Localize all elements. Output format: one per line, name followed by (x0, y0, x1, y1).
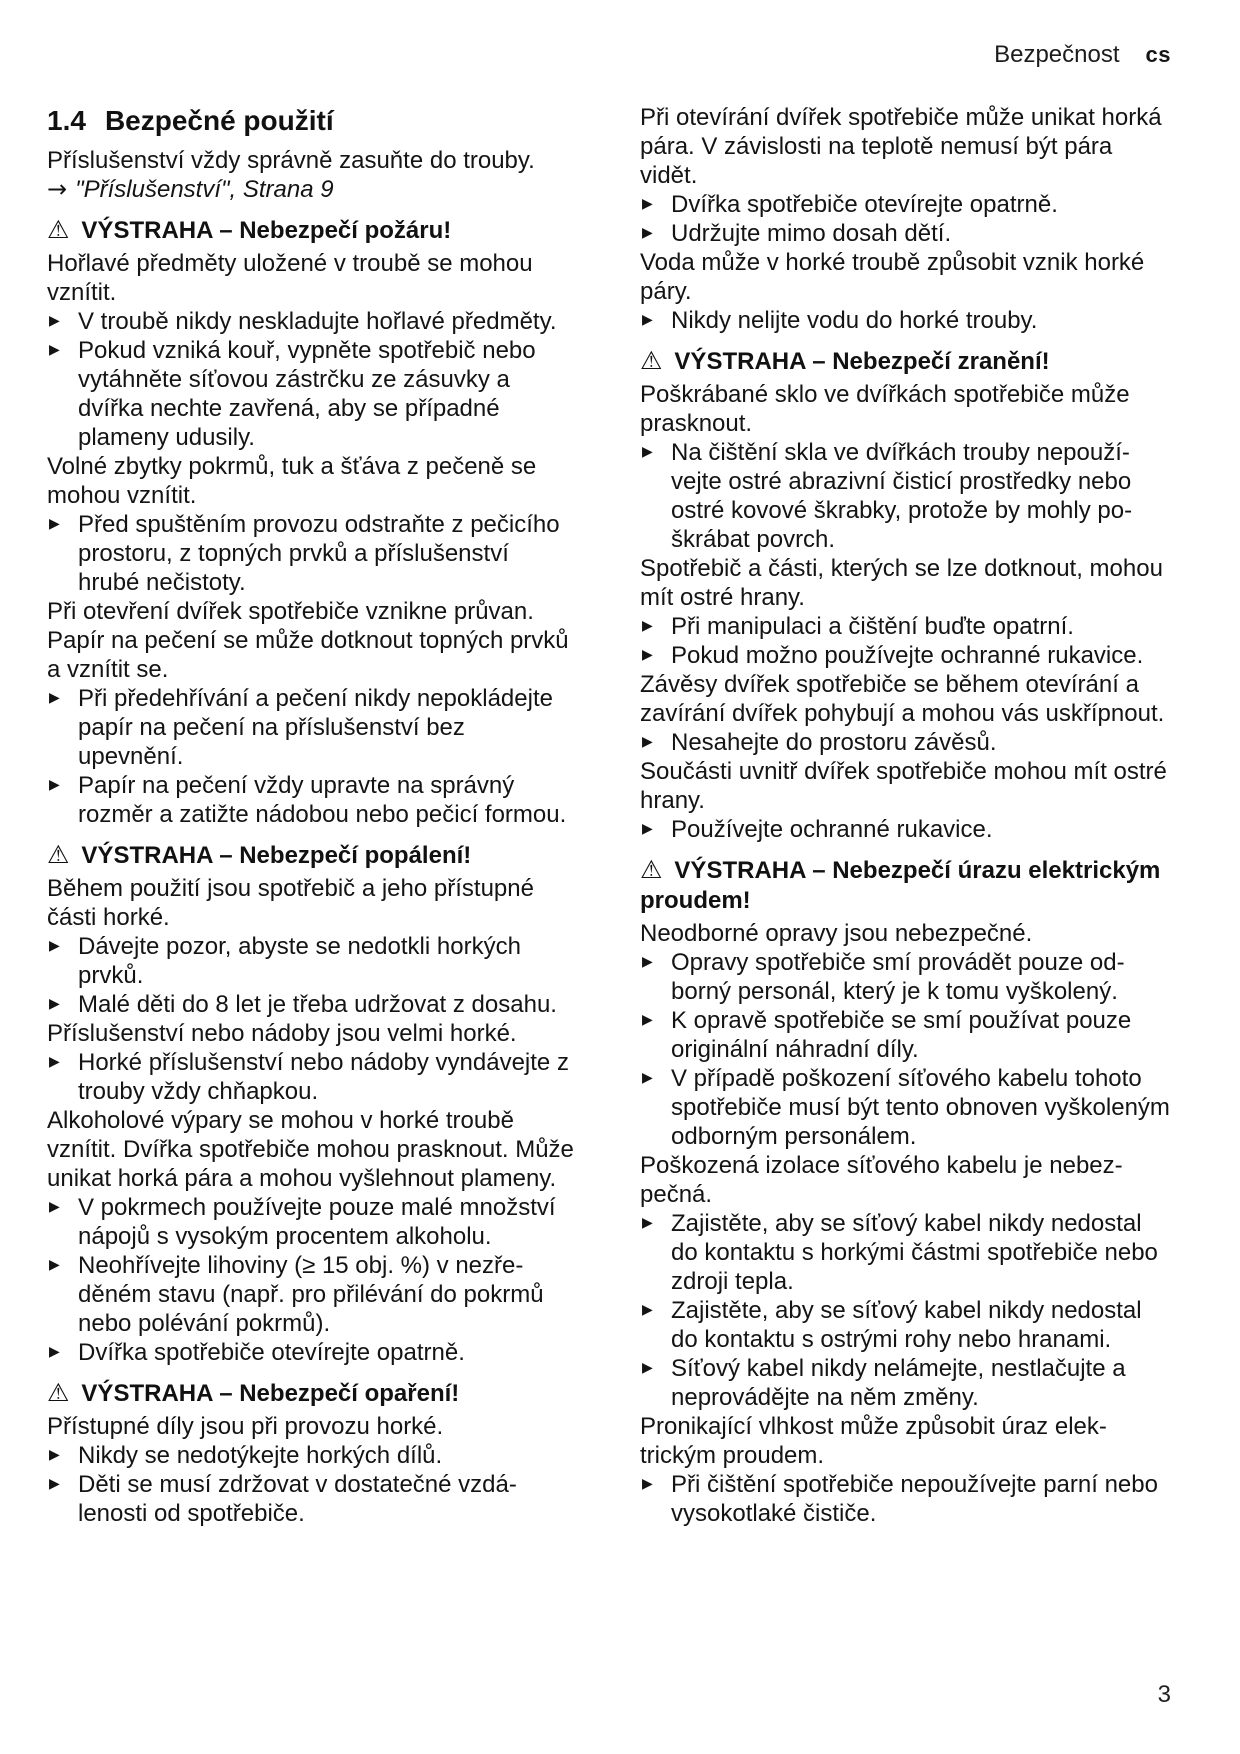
warning-icon: ⚠ (640, 855, 663, 884)
paragraph: Příslušenství nebo nádoby jsou velmi horké. (47, 1020, 517, 1047)
list-item-text: Při čištění spotřebiče nepoužívejte parní nebo vysokotlaké čističe. (671, 1471, 1158, 1527)
list-item (47, 307, 574, 336)
running-header (994, 42, 1171, 68)
paragraph: Poškrábané sklo ve dvířkách spotřebiče může prasknout. (640, 381, 1130, 437)
paragraph: Spotřebič a části, kterých se lze dotknout, mohou mít ostré hrany. (640, 555, 1163, 611)
bullet-arrow-icon: ▶ (642, 647, 653, 663)
list-item (640, 1354, 1172, 1412)
bullet-arrow-icon: ▶ (49, 690, 60, 706)
bullet-arrow-icon: ▶ (642, 734, 653, 750)
bullet-arrow-icon: ▶ (642, 1476, 653, 1492)
reference-arrow-icon: → (47, 175, 68, 203)
list-item (47, 1470, 574, 1528)
list-item (47, 510, 574, 597)
header-language-code: cs (1145, 42, 1171, 67)
list-item-text: Síťový kabel nikdy nelámejte, nestlačujte a neprovádějte na něm změny. (671, 1355, 1126, 1411)
paragraph: Pronikající vlhkost může způsobit úraz elektrickým proudem. (640, 1413, 1107, 1469)
reference-text: "Příslušenství", Strana 9 (75, 176, 334, 203)
left-column (47, 103, 574, 1528)
list-item (47, 1338, 574, 1367)
warning-heading (47, 1378, 574, 1409)
list-item-text: Neohřívejte lihoviny (≥ 15 obj. %) v nezředěném stavu (např. pro přilévání do pokrmů nebo polévání pokrmů). (78, 1252, 544, 1337)
section-heading (47, 103, 574, 139)
list-item-text: Udržujte mimo dosah dětí. (671, 220, 952, 247)
list-item-text: Pokud možno používejte ochranné rukavice. (671, 642, 1144, 669)
list-item (640, 1296, 1172, 1354)
list-item (47, 1251, 574, 1338)
list-item-text: Horké příslušenství nebo nádoby vyndávejte z trouby vždy chňapkou. (78, 1049, 569, 1105)
paragraph: Voda může v horké troubě způsobit vznik horké páry. (640, 249, 1145, 305)
bullet-arrow-icon: ▶ (642, 196, 653, 212)
list-item-text: Nikdy nelijte vodu do horké trouby. (671, 307, 1038, 334)
bullet-arrow-icon: ▶ (49, 1054, 60, 1070)
header-section-title: Bezpečnost (994, 41, 1120, 68)
warning-heading (47, 840, 574, 871)
list-item (47, 1441, 574, 1470)
list-item-text: Malé děti do 8 let je třeba udržovat z dosahu. (78, 991, 557, 1018)
page-number: 3 (1157, 1681, 1171, 1708)
list-item (640, 219, 1172, 248)
list-item (640, 1209, 1172, 1296)
paragraph: Neodborné opravy jsou nebezpečné. (640, 920, 1033, 947)
list-item (640, 728, 1172, 757)
paragraph: Příslušenství vždy správně zasuňte do trouby. (47, 147, 535, 174)
list-item-text: Dvířka spotřebiče otevírejte opatrně. (78, 1339, 465, 1366)
warning-heading (47, 215, 574, 246)
bullet-arrow-icon: ▶ (49, 1199, 60, 1215)
text-columns (47, 103, 1172, 1528)
list-item-text: Dvířka spotřebiče otevírejte opatrně. (671, 191, 1058, 218)
bullet-arrow-icon: ▶ (642, 1012, 653, 1028)
bullet-arrow-icon: ▶ (642, 821, 653, 837)
bullet-arrow-icon: ▶ (49, 777, 60, 793)
list-item (640, 306, 1172, 335)
paragraph: Poškozená izolace síťového kabelu je nebezpečná. (640, 1152, 1123, 1208)
paragraph: Alkoholové výpary se mohou v horké troubě vznítit. Dvířka spotřebiče mohou prasknout. Může unikat horká pára a mohou vyšlehnout plameny. (47, 1107, 574, 1192)
bullet-arrow-icon: ▶ (49, 1344, 60, 1360)
bullet-arrow-icon: ▶ (49, 1476, 60, 1492)
list-item-text: Nikdy se nedotýkejte horkých dílů. (78, 1442, 443, 1469)
warning-icon: ⚠ (47, 840, 70, 869)
list-item (640, 815, 1172, 844)
bullet-arrow-icon: ▶ (642, 1360, 653, 1376)
list-item-text: Před spuštěním provozu odstraňte z pečicího prostoru, z topných prvků a příslušenství hrubé nečistoty. (78, 511, 560, 596)
warning-title: VÝSTRAHA – Nebezpečí zranění! (674, 348, 1050, 375)
bullet-arrow-icon: ▶ (49, 938, 60, 954)
list-item-text: Při předehřívání a pečení nikdy nepokládejte papír na pečení na příslušenství bez upevnění. (78, 685, 553, 770)
list-item (640, 438, 1172, 554)
list-item-text: Dávejte pozor, abyste se nedotkli horkých prvků. (78, 933, 521, 989)
warning-title: VÝSTRAHA – Nebezpečí úrazu elektrickým proudem! (640, 857, 1161, 914)
list-item-text: Děti se musí zdržovat v dostatečné vzdálenosti od spotřebiče. (78, 1471, 517, 1527)
list-item-text: Nesahejte do prostoru závěsů. (671, 729, 997, 756)
bullet-arrow-icon: ▶ (49, 342, 60, 358)
bullet-arrow-icon: ▶ (49, 313, 60, 329)
bullet-arrow-icon: ▶ (49, 516, 60, 532)
list-item-text: Pokud vzniká kouř, vypněte spotřebič nebo vytáhněte síťovou zástrčku ze zásuvky a dvířka nechte zavřená, aby se případné plameny udusily. (78, 337, 536, 451)
paragraph: Součásti uvnitř dvířek spotřebiče mohou mít ostré hrany. (640, 758, 1167, 814)
list-item (640, 1470, 1172, 1528)
list-item-text: K opravě spotřebiče se smí používat pouze originální náhradní díly. (671, 1007, 1132, 1063)
list-item (47, 1048, 574, 1106)
list-item-text: Opravy spotřebiče smí provádět pouze odborný personál, který je k tomu vyškolený. (671, 949, 1125, 1005)
bullet-arrow-icon: ▶ (642, 225, 653, 241)
warning-heading (640, 855, 1172, 916)
warning-title: VÝSTRAHA – Nebezpečí požáru! (81, 217, 452, 244)
list-item-text: Zajistěte, aby se síťový kabel nikdy nedostal do kontaktu s horkými částmi spotřebiče nebo zdroji tepla. (671, 1210, 1158, 1295)
bullet-arrow-icon: ▶ (49, 996, 60, 1012)
list-item (47, 684, 574, 771)
list-item-text: Papír na pečení vždy upravte na správný rozměr a zatižte nádobou nebo pečicí formou. (78, 772, 567, 828)
list-item (640, 641, 1172, 670)
bullet-arrow-icon: ▶ (642, 1070, 653, 1086)
bullet-arrow-icon: ▶ (642, 1302, 653, 1318)
paragraph: Při otevření dvířek spotřebiče vznikne průvan. Papír na pečení se může dotknout topných prvků a vznítit se. (47, 598, 569, 683)
cross-reference (47, 175, 574, 204)
paragraph: Hořlavé předměty uložené v troubě se mohou vznítit. (47, 250, 533, 306)
list-item-text: V případě poškození síťového kabelu tohoto spotřebiče musí být tento obnoven vyškoleným odborným personálem. (671, 1065, 1170, 1150)
warning-title: VÝSTRAHA – Nebezpečí popálení! (81, 842, 472, 869)
list-item (47, 932, 574, 990)
section-title: Bezpečné použití (104, 105, 334, 136)
list-item (47, 336, 574, 452)
list-item (47, 990, 574, 1019)
list-item (640, 612, 1172, 641)
paragraph: Závěsy dvířek spotřebiče se během otevírání a zavírání dvířek pohybují a mohou vás uskřípnout. (640, 671, 1165, 727)
paragraph: Volné zbytky pokrmů, tuk a šťáva z pečeně se mohou vznítit. (47, 453, 537, 509)
list-item (640, 190, 1172, 219)
warning-title: VÝSTRAHA – Nebezpečí opaření! (81, 1380, 460, 1407)
right-column (640, 103, 1172, 1528)
list-item (640, 948, 1172, 1006)
list-item-text: Používejte ochranné rukavice. (671, 816, 993, 843)
list-item (640, 1006, 1172, 1064)
bullet-arrow-icon: ▶ (642, 954, 653, 970)
list-item (640, 1064, 1172, 1151)
warning-heading (640, 346, 1172, 377)
bullet-arrow-icon: ▶ (642, 1215, 653, 1231)
warning-icon: ⚠ (47, 215, 70, 244)
paragraph: Přístupné díly jsou při provozu horké. (47, 1413, 444, 1440)
list-item-text: Zajistěte, aby se síťový kabel nikdy nedostal do kontaktu s ostrými rohy nebo hranami. (671, 1297, 1142, 1353)
list-item-text: V troubě nikdy neskladujte hořlavé předměty. (78, 308, 557, 335)
bullet-arrow-icon: ▶ (642, 618, 653, 634)
bullet-arrow-icon: ▶ (642, 444, 653, 460)
list-item (47, 1193, 574, 1251)
list-item (47, 771, 574, 829)
warning-icon: ⚠ (47, 1378, 70, 1407)
warning-icon: ⚠ (640, 346, 663, 375)
list-item-text: Při manipulaci a čištění buďte opatrní. (671, 613, 1074, 640)
list-item-text: Na čištění skla ve dvířkách trouby nepoužívejte ostré abrazivní čisticí prostředky nebo ostré kovové škrabky, protože by mohly poškrábat povrch. (671, 439, 1133, 553)
paragraph: Při otevírání dvířek spotřebiče může unikat horká pára. V závislosti na teplotě nemusí být pára vidět. (640, 104, 1162, 189)
paragraph: Během použití jsou spotřebič a jeho přístupné části horké. (47, 875, 534, 931)
bullet-arrow-icon: ▶ (49, 1257, 60, 1273)
section-number: 1.4 (47, 105, 86, 136)
bullet-arrow-icon: ▶ (49, 1447, 60, 1463)
list-item-text: V pokrmech používejte pouze malé množství nápojů s vysokým procentem alkoholu. (78, 1194, 556, 1250)
bullet-arrow-icon: ▶ (642, 312, 653, 328)
